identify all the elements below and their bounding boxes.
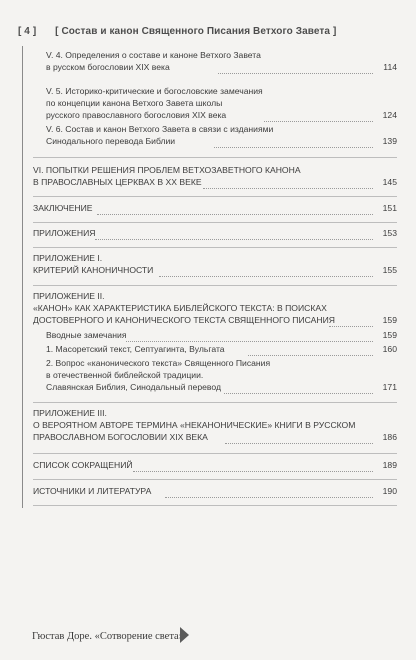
toc-page-number: 155: [382, 265, 397, 276]
leader-dots: [214, 147, 373, 148]
toc-entry-line: 2. Вопрос «канонического текста» Священного Писания: [46, 358, 271, 368]
toc-entry[interactable]: [46, 50, 397, 74]
toc-entry-line: СПИСОК СОКРАЩЕНИЙ: [33, 460, 133, 470]
toc-page-number: 186: [382, 432, 397, 443]
toc-entry[interactable]: [46, 344, 397, 356]
toc-entry-line: V. 5. Историко-критические и богословские замечания: [46, 86, 263, 96]
margin-rule: [22, 46, 23, 508]
toc-entry-line: по концепции канона Ветхого Завета школы: [46, 97, 223, 108]
toc-entry-line: V. 6. Состав и канон Ветхого Завета в связи с изданиями: [46, 124, 274, 134]
toc-entry-line: В ПРАВОСЛАВНЫХ ЦЕРКВАХ В XX ВЕКЕ: [33, 176, 202, 187]
toc-page-number: 145: [382, 177, 397, 188]
running-title: [ Состав и канон Священного Писания Ветхого Завета ]: [55, 26, 337, 37]
toc-page-number: 160: [382, 344, 397, 355]
toc-entry-line: ПРИЛОЖЕНИЯ: [33, 228, 96, 238]
page-number: [ 4 ]: [18, 26, 37, 37]
leader-dots: [165, 497, 373, 498]
toc-entry-line: ПРИЛОЖЕНИЕ II.: [33, 291, 105, 301]
toc-entry-line: ПРАВОСЛАВНОМ БОГОСЛОВИИ XIX ВЕКА: [33, 431, 208, 442]
toc-entry[interactable]: [46, 86, 397, 122]
section-divider: [33, 402, 397, 403]
toc-entry[interactable]: [46, 124, 397, 148]
leader-dots: [248, 355, 373, 356]
section-divider: [33, 247, 397, 248]
toc-entry-line: ПРИЛОЖЕНИЕ III.: [33, 408, 107, 418]
toc-entry-line: ДОСТОВЕРНОГО И КАНОНИЧЕСКОГО ТЕКСТА СВЯЩЕННОГО ПИСАНИЯ: [33, 314, 335, 325]
toc-entry-line: КРИТЕРИЙ КАНОНИЧНОСТИ: [33, 264, 154, 275]
section-divider: [33, 285, 397, 286]
toc-page-number: 159: [382, 315, 397, 326]
toc-page-number: 114: [383, 62, 397, 73]
leader-dots: [133, 471, 373, 472]
toc-entry-line: ПРИЛОЖЕНИЕ I.: [33, 253, 103, 263]
section-divider: [33, 157, 397, 158]
running-header: [18, 26, 336, 37]
toc-entry[interactable]: [33, 203, 397, 215]
leader-dots: [203, 188, 373, 189]
toc-entry[interactable]: [33, 165, 397, 189]
toc-entry-line: Вводные замечания: [46, 330, 127, 340]
leader-dots: [224, 393, 373, 394]
toc-entry-line: О ВЕРОЯТНОМ АВТОРЕ ТЕРМИНА «НЕКАНОНИЧЕСКИЕ» КНИГИ В РУССКОМ: [33, 419, 356, 430]
toc-entry-line: 1. Масоретский текст, Септуагинта, Вульгата: [46, 344, 225, 354]
leader-dots: [225, 443, 373, 444]
toc-page-number: 189: [382, 460, 397, 471]
toc-entry-line: русского православного богословия XIX века: [46, 109, 227, 120]
toc-entry-line: Славянская Библия, Синодальный перевод: [46, 381, 221, 392]
leader-dots: [159, 276, 373, 277]
toc-page-number: 171: [382, 382, 397, 393]
toc-entry[interactable]: [33, 253, 397, 277]
toc-page-number: 139: [382, 136, 397, 147]
toc-entry-line: ИСТОЧНИКИ И ЛИТЕРАТУРА: [33, 486, 152, 496]
leader-dots: [329, 326, 373, 327]
section-divider: [33, 196, 397, 197]
illustration-caption: Гюстав Доре. «Сотворение света»: [32, 631, 184, 642]
section-divider: [33, 505, 397, 506]
toc-entry[interactable]: [33, 460, 397, 472]
leader-dots: [126, 341, 373, 342]
toc-entry-line: VI. ПОПЫТКИ РЕШЕНИЯ ПРОБЛЕМ ВЕТХОЗАВЕТНОГО КАНОНА: [33, 165, 301, 175]
toc-entry[interactable]: [33, 408, 397, 444]
toc-page-number: 151: [382, 203, 397, 214]
section-divider: [33, 453, 397, 454]
leader-dots: [218, 73, 373, 74]
leader-dots: [95, 239, 373, 240]
toc-entry[interactable]: [33, 486, 397, 498]
toc-entry[interactable]: [46, 330, 397, 342]
section-divider: [33, 479, 397, 480]
toc-page-number: 153: [382, 228, 397, 239]
toc-page-number: 124: [382, 110, 397, 121]
toc-page-number: 190: [382, 486, 397, 497]
section-divider: [33, 222, 397, 223]
toc-entry-line: в отечественной библейской традиции.: [46, 369, 204, 380]
toc-entry-line: V. 4. Определения о составе и каноне Ветхого Завета: [46, 50, 261, 60]
toc-page-number: 159: [382, 330, 397, 341]
leader-dots: [264, 121, 373, 122]
toc-entry-line: в русском богословии XIX века: [46, 61, 170, 72]
toc-entry-line: ЗАКЛЮЧЕНИЕ: [33, 203, 93, 213]
toc-entry[interactable]: [33, 291, 397, 327]
toc-entry[interactable]: [46, 358, 397, 394]
toc-entry-line: Синодального перевода Библии: [46, 135, 176, 146]
toc-entry[interactable]: [33, 228, 397, 240]
toc-entry-line: «КАНОН» КАК ХАРАКТЕРИСТИКА БИБЛЕЙСКОГО ТЕКСТА: В ПОИСКАХ: [33, 302, 327, 313]
triangle-right-icon: [180, 627, 189, 643]
leader-dots: [97, 214, 373, 215]
